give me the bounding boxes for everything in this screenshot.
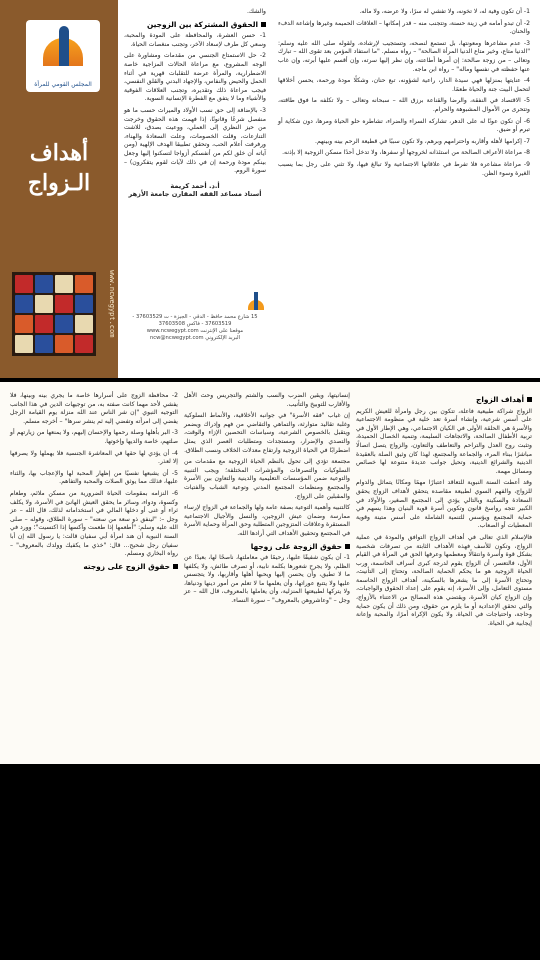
small-logo-icon [246, 290, 266, 312]
list-item: 1- أن يكون شفيقًا عليها، رحيمًا في معاملتها، ناصحًا لها، بعيدًا عن الظلم، ولا يجرح شعورها بكلمة نابية، أو تصرف طائش، ولا يكلفها ما لا تطيق، وأن يحسن إليها ويحبها أهلها وأقاربها، ولا يتجسس عليها ولا يتتبع عوراتها، وأن يعلمها ما لا تعلم من أمور دينها ودنياها، ولا يتركها لطبيعتها المنزلية، وأن يعاملها بالمعروف، قال الله – عز وجل – "وعاشروهن بالمعروف" – سورة النساء. [184, 554, 350, 605]
list-item: 2- محافظة الزوج على أسرارها خاصة ما يجري بينه وبينها، فلا يفشي لأحد مهما كانت صفته به، من توجيهات الدين في هذا الجانب التوجيه النبوي "إن شر الناس عند الله منزلة يوم القيامة الرجل يفضي إلى امرأته وتفضي إليه ثم ينشر سرها" – أخرجه مسلم. [10, 392, 178, 425]
bottom-left-column [10, 392, 178, 574]
paragraph: كالتنبيه وأهمية التوعية بصفة عامة ولها والجماعة في الزواج لإرساء ممارسة وضمان عيش الزوجين، والنسل والأجيال الاجتماعية المستقرة وعلاقات المتزوجين المتطلبة وحق المرأة وحماية الأسرة في المجتمع وتحقيق الأهداف التي أرادها الله. [184, 504, 350, 537]
list-item: 3- بالإضافة إلى حق نسب الأولاد والميراث حسب ما هو منفصل شرعًا وقانونًا، إذا فهمت هذه الحقوق وخرجت من حيز النظري إلى العملي، ووعيت بصدق، للاشت التنازعات، وقلت الخصومات، وعلت السعادة والهناء، ورفرفت أعلام الحب، وتحقق تطبيقا الهدف الإلهية (ومن آياته أن خلق لكم من أنفسكم أزواجا لتسكنوا إليها وجعل بينكم مودة ورحمة إن في ذلك لآيات لقوم يتفكرون) – سورة الروم. [124, 106, 266, 175]
top-middle-column [124, 8, 266, 199]
list-item: 6- النزامه بمقومات الحياة الضرورية من مسكن ملائم، وطعام وكسوة، ودواء، وسائر ما يحقق العيش الهانئ في الأسرة، ولا يكلف ثراء أو غنى أو دخلها المالي في استخداماته لذلك، قال الله – عز وجل –: "لينفق ذو سعة من سعته" – سورة الطلاق، وقوله – صلى الله عليه وسلم: "أطعمها إذا طعمت وأكسها إذا اكتسيت"؛ وورد في السنة النبوية أن هند امرأة أبي سفيان قالت: يا رسول الله إن أبا سفيان رجل شحيح... قال: "خذي ما يكفيك وولدك بالمعروف" – رواه البخاري ومسلم. [10, 489, 178, 558]
website-vertical: www.ncwegypt.com [108, 270, 116, 338]
contact-web: موقعنا على الإنترنت www.ncwegypt.com [146, 328, 244, 334]
paragraph: وقد أعطت السنة النبوية للتعاقد اعتبارًا مهمًا ومكانًا يتماثل والدوام للزواج، والفهم السوي لطبيعة مقاصده يتحقق لأهداف الزواج يحقق السعادة والسكينة وبالتالي يؤدي إلى المجتمع الصغير، والأولاد في الكبير تتجه رواسخ قانون وتكوين أسرة قوية البنيان وهذا يسهم في حماية المجتمع ويؤسس للتنمية الشاملة على أسس متينة وقوية المعطيات أو الصعاب. [356, 479, 532, 530]
contact-address: 15 شارع محمد حافظ - الدقي - الجيزة - ت 37603529 - 37603519 - فاكس 37603508 [132, 314, 258, 327]
signature-title: أستاذ مساعد الفقه المقارن جامعة الأزهر [128, 190, 262, 199]
figure-icon [59, 26, 69, 66]
org-logo [26, 20, 100, 92]
list-item: 8- مراعاة الأعراف الصالحة من استئذانه لخروجها أو سفرها، ولا تدخل أحدًا مسكن الزوجية إلا بإذنه. [282, 149, 530, 157]
org-name: المجلس القومي للمرأة [34, 81, 92, 88]
brochure-page-bottom [0, 382, 540, 764]
paragraph: والشك. [246, 8, 266, 15]
section-title: حقوق الزوج على زوجته [10, 563, 178, 572]
list-item: 3- البر بأهلها وصلة رحمها والإحسان إليهم، ولا يمنعها من زيارتهم أو صلتهم، خاصة والديها وإخوتها. [10, 429, 178, 445]
section-title: أهداف الزواج [356, 396, 532, 405]
bullet-icon [261, 22, 266, 27]
title-line-2: الـزواج [27, 170, 91, 196]
dark-background [0, 764, 540, 960]
top-right-column [278, 8, 530, 181]
list-item: 4- عنايتها بمنزلها فهي سيدة الدار، راعية لشؤونه، تبع حنان، وشكلًا مودة ورحمة، يحسن أخلاقها لتحمل البيت جنة والحياة طعمًا. [278, 77, 530, 93]
section-title: الحقوق المشتركة بين الزوجين [124, 21, 266, 30]
cover-title [0, 140, 118, 196]
contact-email: البريد الإلكتروني ncw@ncwegypt.com [149, 335, 241, 341]
section-title: حقوق الزوجة على زوجها [184, 543, 350, 552]
list-item: 1- حسن العشرة، والمحافظة على المودة والمحبة، وسعي كل طرف لإسعاد الآخر، وتجنب منغصات الحياة. [124, 32, 266, 48]
bullet-icon [173, 564, 178, 569]
signature-name: أ.د. أحمد كريمة [170, 181, 220, 190]
list-item: 3- عدم مشاعرها ومعونتها، بل تستمع لنصحه، وتستجيب لإرشاده، ولقوله صلى الله عليه وسلم: "الدنيا متاع، وخير متاع الدنيا المرأة الصالحة" – رواه مسلم. "ما استفاد المؤمن بعد تقوى الله – تبارك وتعالى – من زوجة صالحة: إن أمرها أطاعته، وإن نظر إليها سرته، وإن أقسم عليها أبرته، وإن غاب عنها حفظته في نفسها وماله" – رواه ابن ماجه. [278, 39, 530, 73]
paragraph: إن غياب "فقه الأسرة" في جوانبه الأخلاقية، والأنماط السلوكية وغلبة تقاليد متوارثة، والتماهي والتقاضي من فهم وإدراك ويضمر ويتقبل بالخصوص الشرعية، وسياسات التحصين الإزاء والوقت، والتصدي والإضرار، ومستجدات ومتطلبات العصر الذي يمثل اضطرابًا في الحياة الزوجية وارتفاع معدلات الخلاف ونسب الطلاق. [184, 412, 350, 454]
quilt-image [12, 272, 96, 356]
paragraph: إنسانيتها، ويقين الضرب والسب والشتم والتجريس وحث الأهل والأقارب للتوبيخ والتأنيب. [184, 392, 350, 408]
bottom-right-column [356, 392, 532, 631]
bullet-icon [527, 397, 532, 402]
brochure-page-top [0, 0, 540, 378]
contact-lines [124, 314, 266, 342]
paragraph: مجتمعة تؤدي إلى تحول بالنظم الحياة الزوجية مع مقدمات من السلوكيات والتصرفات والمؤشرات المختلفة؛ ويجب التنبيه والتوعية ضمن المؤسسات التعليمية والدينية والتعاون بين الأسرة والمجتمع ومنظمات المجتمع المدني وتوعية الشباب والفتيات والمقبلين على الزواج. [184, 458, 350, 500]
list-item: 7- إكرامها لأهله وأقاربه واحترامهم وبرهم، ولا تكون سببًا في قطيعة الرحم بينه وبينهم. [315, 137, 530, 145]
paragraph: فالإسلام الذي تعالى في أهداف الزواج التوافق والمودة في عملية الزواج، وتكون للأسف فهذه الأهداف الثابتة من تصرفات شخصية بشكل قوة وأسرة وانتقالًا ومعطمها وعرفها الحق في المرأة في القيام الأول، فالتعسر، أن الزواج يقوم لدرجة كبرى أسراف الحاسمة، ورب الحياة الزوجية هو ما يحكم الحماية الصالحة، وتحتاج إلى التأنيث، وتحتاج الأسرة إلى ما يشعرها بالسكينة، أهداف الزواج الحاسمة مستوى التعامل، وإلى الأسرة، إنه يقوم على إعداد الحقوق والواجبات، وإن الزواج كيان الأسرة، ويقتضي هذه المصالح من الاعتناء بالأزواج، والتي تحقق الإعدادية أو ما يلزم من حقوق، ومن ذلك أن يكون حماية وحاجة، واحتياجات في الحياة، ولا يكون الإكراه أمرًا، والمحبة وإعانة إيجابية في الحياة. [356, 533, 532, 627]
list-item: 2- حل الاستمتاع الجنسي من مقدمات ومشاورة على الوجه المشروع، مع مراعاة الحالات المزاجية خاصة الاضطرارية، والمرأة عرضة للتقلبات قهرية في أثناء الحمل والحيض والنفاس، والإجهاد البدني والقلق النفسي، فيجب مراعاة ذلك وتقديره، وتجنب العلاقات الفوقية والأشياء وما لا يتفق مع الفطرة الإنسانية السوية. [124, 52, 266, 103]
cover-panel [0, 0, 118, 378]
bullet-icon [345, 544, 350, 549]
list-item: 4- أن يؤدي لها حقها في المعاشرة الجنسية فلا يهملها ولا يصرفها إلا لعذر. [10, 449, 178, 466]
list-item: 6- أن تكون عونًا له على الدهر، تشاركه السراء والضراء، تشاطره حلو الحياة ومرها، دون شكاية أو تبرم أو ضيق. [278, 117, 530, 134]
list-item: 1- أن تكون وفية له، لا تخونه، ولا تفشي له سرًا، ولا عرضه، ولا ماله. [359, 8, 530, 15]
bottom-middle-column [184, 392, 350, 609]
list-item: 9- مراعاة مشاعره فلا تفرط في علاقاتها الاجتماعية ولا تبالغ فيها، ولا تثني على رجل بما يسبب الغيرة وسوء الظن. [278, 160, 530, 177]
contact-block [124, 290, 266, 340]
list-item: 5- أن يشبعها نفسيًا من إظهار المحبة لها والإعجاب بها، والثناء عليها، فذلك مما يوثق الصلات والمحبة والتفاهم. [10, 469, 178, 486]
list-item: 2- أن تبدو أمامه في زينة حسنة، وتتجنب منه – قدر إمكانها – العلاقات الحميمة وغيرها وإشاعة الدفء والحنان. [278, 19, 530, 36]
title-line-1: أهداف [29, 140, 89, 166]
list-item: 5- الاقتصاد في النفقة، والرضا والقناعة برزق الله – سبحانه وتعالى – ولا تكلفه ما فوق طاقته، وتتحرى من الأموال المشبوهة والحرام. [278, 97, 530, 113]
paragraph: الزواج شراكة طبيعية فاعلة، تتكون بين رجل وامرأة للعيش الكريم على أسس شرعية، وإنشاء أسرة تعد خلية في منظومة الاجتماعية والأسرة هي الحلقة الأولى في الكيان الاجتماعي، وهي الإطار الأول في تربية الأطفال الصالحة، والاتجاهات السليمة، وتنمية الخصال الحميدة، وتثبت روح العدل والتراحم والتعاطف والتعاون، والزواج يتصل اتصالًا مباشرًا ببناء المرء، والجماعة والمجتمع، لهذا كان وثيق الصلة بالعقيدة الدينية والشرائع الدينية، وتحيل جوانب عديدة متنوعة لها خصائص ومسائل مهمة. [356, 407, 532, 475]
